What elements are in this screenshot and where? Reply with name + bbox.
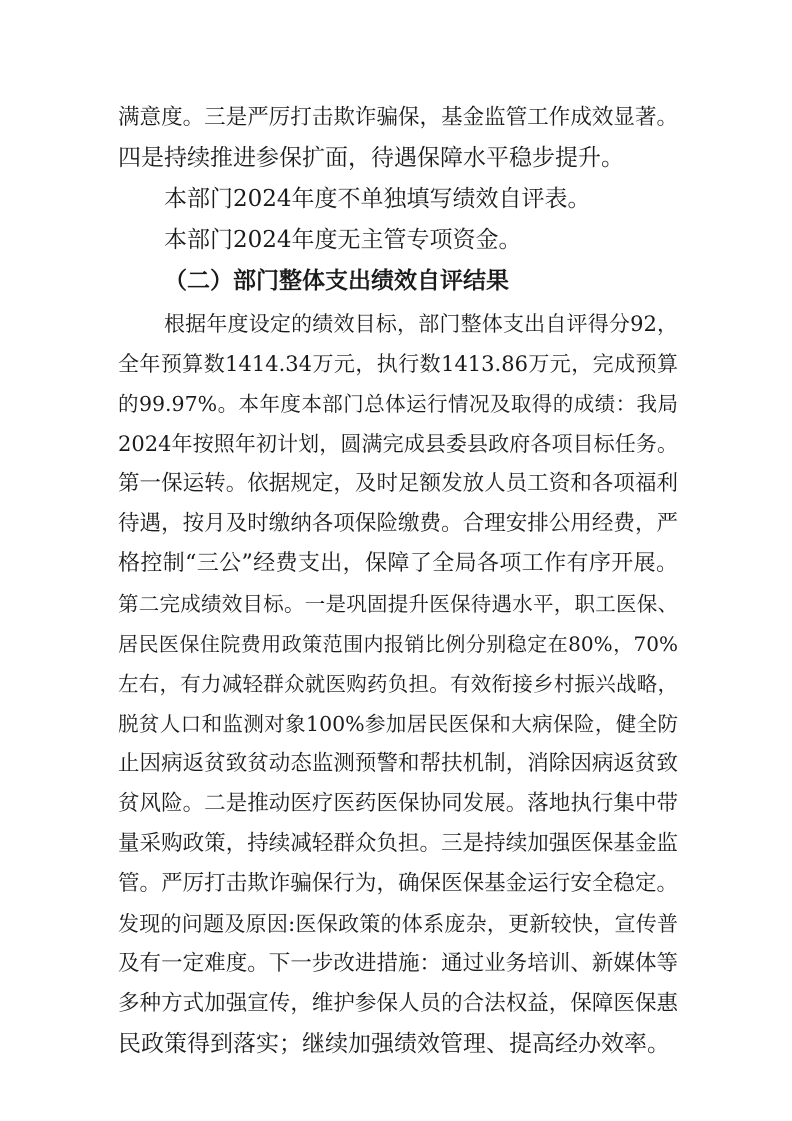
paragraph-line: 的99.97%。本年度本部门总体运行情况及取得的成绩：我局 [118,392,678,416]
paragraph-line: 格控制“三公”经费支出，保障了全局各项工作有序开展。 [118,551,678,576]
paragraph-line: 多种方式加强宣传，维护参保人员的合法权益，保障医保惠 [118,991,678,1016]
paragraph-line: 根据年度设定的绩效目标，部门整体支出自评得分92， [164,312,678,336]
paragraph-line: 四是持续推进参保扩面，待遇保障水平稳步提升。 [118,145,624,171]
paragraph-line: 管。严厉打击欺诈骗保行为，确保医保基金运行安全稳定。 [118,871,678,896]
section-heading: （二）部门整体支出绩效自评结果 [164,268,509,294]
note-no-special-funds: 本部门2024年度无主管专项资金。 [164,227,522,253]
paragraph-line: 2024年按照年初计划，圆满完成县委县政府各项目标任务。 [118,432,678,456]
paragraph-line: 居民医保住院费用政策范围内报销比例分别稳定在80%，70% [118,632,678,656]
paragraph-line: 全年预算数1414.34万元，执行数1413.86万元，完成预算 [118,352,678,376]
paragraph-line: 贫风险。二是推动医疗医药医保协同发展。落地执行集中带 [118,791,678,816]
paragraph-line: 第二完成绩效目标。一是巩固提升医保待遇水平，职工医保、 [118,592,678,616]
paragraph-line: 发现的问题及原因:医保政策的体系庞杂，更新较快，宣传普 [118,912,678,936]
paragraph-line: 量采购政策，持续减轻群众负担。三是持续加强医保基金监 [118,831,678,856]
paragraph-line: 待遇，按月及时缴纳各项保险缴费。合理安排公用经费，严 [118,511,678,536]
paragraph-line: 第一保运转。依据规定，及时足额发放人员工资和各项福利 [118,471,678,496]
paragraph-line: 满意度。三是严厉打击欺诈骗保，基金监管工作成效显著。 [118,105,678,130]
paragraph-line: 左右，有力减轻群众就医购药负担。有效衔接乡村振兴战略， [118,672,678,696]
paragraph-line: 脱贫人口和监测对象100%参加居民医保和大病保险，健全防 [118,712,678,736]
note-no-self-evaluation-form: 本部门2024年度不单独填写绩效自评表。 [164,186,591,212]
paragraph-line: 民政策得到落实；继续加强绩效管理、提高经办效率。 [118,1031,670,1057]
paragraph-line: 止因病返贫致贫动态监测预警和帮扶机制，消除因病返贫致 [118,751,678,776]
paragraph-line: 及有一定难度。下一步改进措施：通过业务培训、新媒体等 [118,951,678,976]
